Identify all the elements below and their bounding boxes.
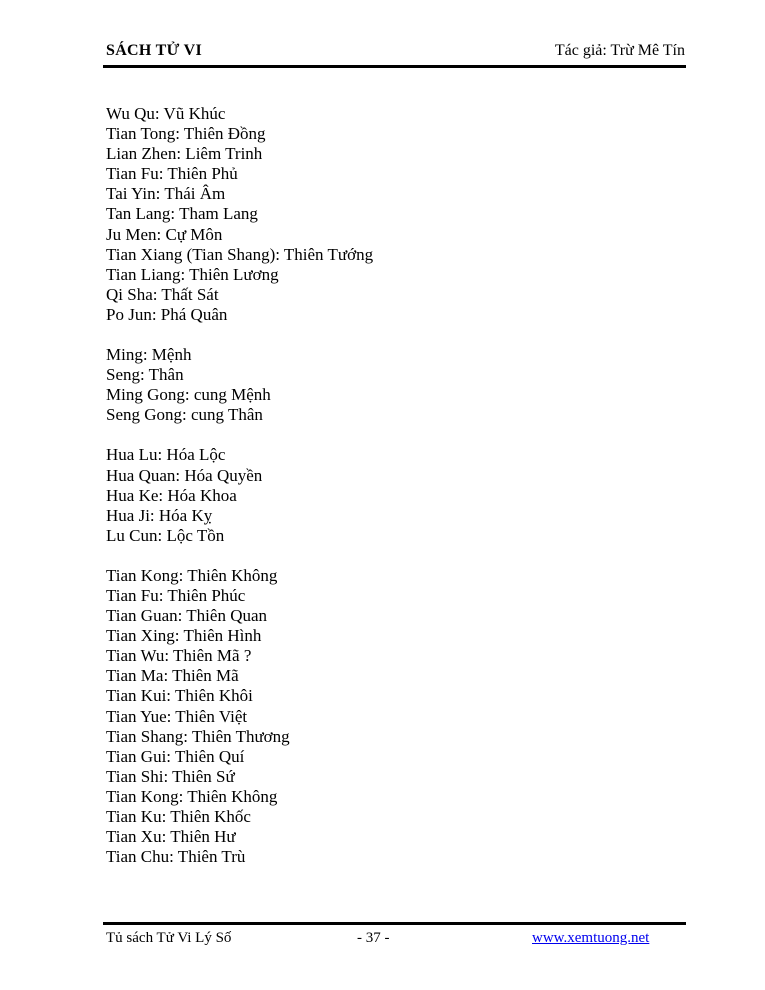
- term-line: Ming Gong: cung Mệnh: [106, 385, 271, 405]
- term-group: [106, 104, 686, 325]
- term-group: [106, 445, 686, 545]
- term-line: Tian Xiang (Tian Shang): Thiên Tướng: [106, 244, 374, 264]
- term-group: [106, 345, 686, 425]
- term-line: Tian Tong: Thiên Đồng: [106, 124, 266, 144]
- term-line: Tian Fu: Thiên Phúc: [106, 585, 246, 605]
- page-footer: [103, 922, 686, 949]
- term-line: Tian Yue: Thiên Việt: [106, 706, 248, 726]
- term-line: Wu Qu: Vũ Khúc: [106, 104, 226, 123]
- term-line: Qi Sha: Thất Sát: [106, 284, 219, 304]
- footer-row: [103, 929, 686, 949]
- term-line: Tian Shi: Thiên Sứ: [106, 766, 235, 786]
- term-line: Hua Ke: Hóa Khoa: [106, 485, 237, 505]
- term-line: Tian Ma: Thiên Mã: [106, 666, 239, 686]
- term-line: Lian Zhen: Liêm Trinh: [106, 144, 263, 164]
- term-line: Tian Xu: Thiên Hư: [106, 827, 236, 847]
- series-title: Tủ sách Tử Vi Lý Số: [106, 930, 232, 946]
- term-line: Tian Xing: Thiên Hình: [106, 626, 262, 646]
- website-link[interactable]: www.xemtuong.net: [532, 930, 650, 946]
- term-line: Tian Kong: Thiên Không: [106, 786, 278, 806]
- term-group: [106, 566, 686, 867]
- term-line: Tian Gui: Thiên Quí: [106, 746, 245, 766]
- term-line: Hua Ji: Hóa Kỵ: [106, 505, 213, 525]
- term-line: Hua Lu: Hóa Lộc: [106, 445, 226, 465]
- term-line: Tian Fu: Thiên Phủ: [106, 164, 238, 184]
- page-number: - 37 -: [357, 930, 390, 946]
- book-title: SÁCH TỬ VI: [106, 42, 203, 59]
- author-credit: Tác giả: Trừ Mê Tín: [554, 42, 685, 59]
- term-line: Tian Guan: Thiên Quan: [106, 606, 268, 626]
- term-line: Tian Shang: Thiên Thương: [106, 726, 290, 746]
- term-line: Tian Ku: Thiên Khốc: [106, 807, 251, 826]
- term-line: Seng Gong: cung Thân: [106, 405, 263, 425]
- term-line: Tian Liang: Thiên Lương: [106, 264, 279, 284]
- term-line: Tian Kui: Thiên Khôi: [106, 686, 253, 706]
- term-line: Seng: Thân: [106, 365, 184, 385]
- term-line: Tian Wu: Thiên Mã ?: [106, 646, 252, 666]
- term-line: Ming: Mệnh: [106, 345, 192, 365]
- term-line: Tian Chu: Thiên Trù: [106, 847, 246, 867]
- term-line: Tai Yin: Thái Âm: [106, 184, 226, 204]
- term-line: Po Jun: Phá Quân: [106, 304, 228, 324]
- term-line: Ju Men: Cự Môn: [106, 224, 223, 244]
- term-line: Tian Kong: Thiên Không: [106, 565, 278, 585]
- term-list: [106, 104, 686, 887]
- term-line: Hua Quan: Hóa Quyền: [106, 465, 263, 485]
- header-row: [103, 41, 686, 61]
- page-header: [103, 41, 686, 68]
- term-line: Lu Cun: Lộc Tồn: [106, 525, 225, 545]
- term-line: Tan Lang: Tham Lang: [106, 204, 258, 224]
